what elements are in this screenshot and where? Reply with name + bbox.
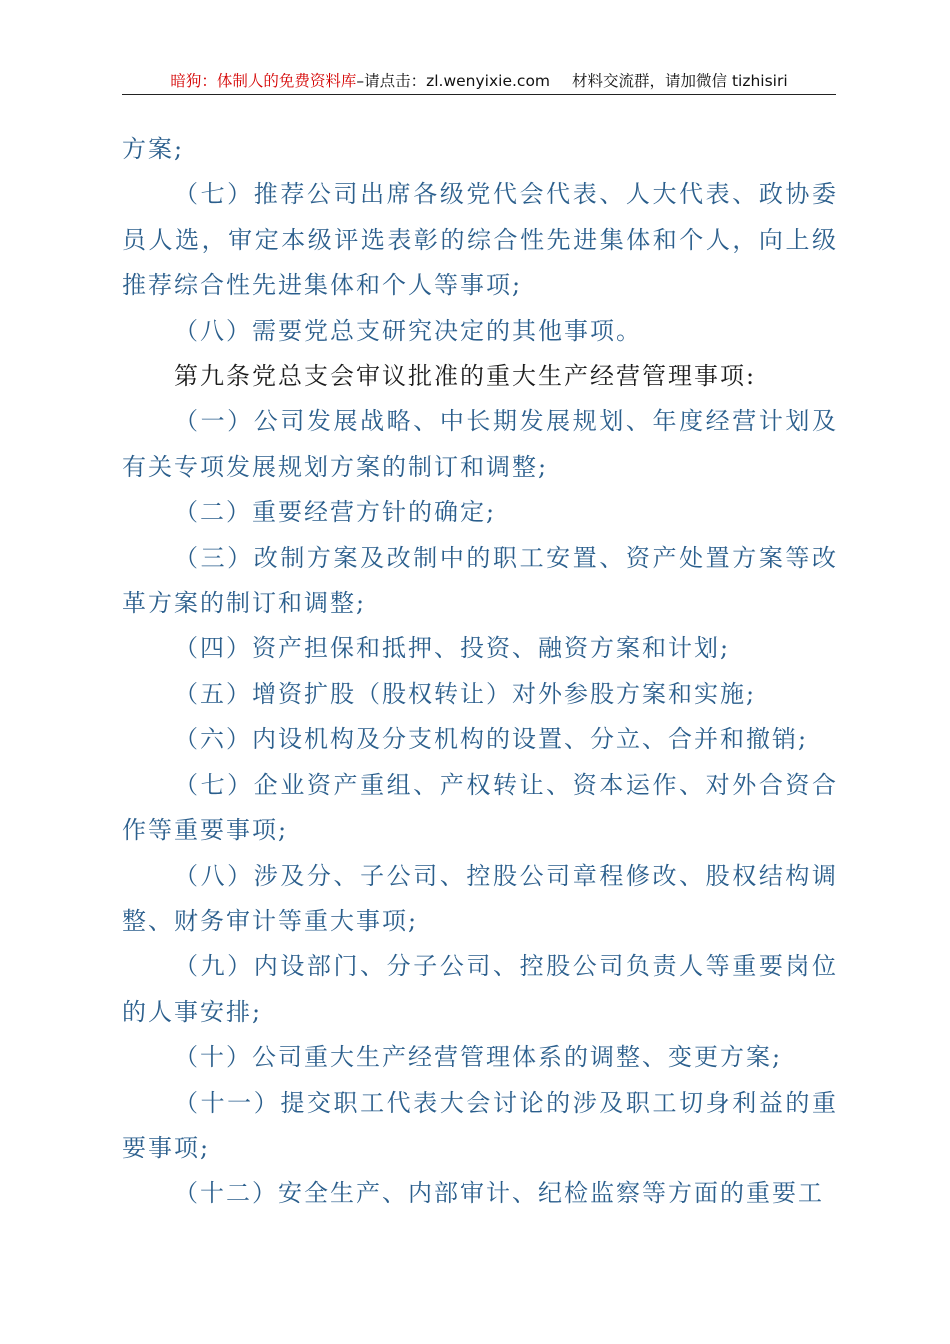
paragraph-article9-item-8: （八）涉及分、子公司、控股公司章程修改、股权结构调整、财务审计等重大事项; (122, 861, 838, 935)
header-site-name: 暗狗：体制人的免费资料库 (170, 72, 357, 90)
paragraph-article9-item-4: （四）资产担保和抵押、投资、融资方案和计划; (174, 634, 731, 663)
paragraph-article9-item-11: （十一）提交职工代表大会讨论的涉及职工切身利益的重要事项; (122, 1088, 838, 1162)
paragraph-article9-item-7: （七）企业资产重组、产权转让、资本运作、对外合资合作等重要事项; (122, 770, 838, 845)
paragraph-article9-item-1: （一）公司发展战略、中长期发展规划、年度经营计划及有关专项发展规划方案的制订和调整; (122, 407, 838, 481)
paragraph-article9-item-5: （五）增资扩股（股权转让）对外参股方案和实施; (174, 679, 757, 708)
paragraph-article9-item-2: （二）重要经营方针的确定; (174, 498, 497, 527)
paragraph-item-8: （八）需要党总支研究决定的其他事项。 (174, 316, 642, 345)
paragraph-article9-item-9: （九）内设部门、分子公司、控股公司负责人等重要岗位的人事安排; (122, 952, 838, 1026)
paragraph-article9-item-3: （三）改制方案及改制中的职工安置、资产处置方案等改革方案的制订和调整; (122, 543, 838, 618)
paragraph-item-7: （七）推荐公司出席各级党代会代表、人大代表、政协委员人选，审定本级评选表彰的综合性先进集体和个人，向上级推荐综合性先进集体和个人等事项; (122, 180, 838, 300)
article-nine-heading: 第九条党总支会审议批准的重大生产经营管理事项: (174, 362, 757, 391)
document-body (122, 127, 838, 1217)
paragraph-article9-item-12: （十二）安全生产、内部审计、纪检监察等方面的重要工 (174, 1179, 824, 1208)
paragraph-continuation: 方案; (122, 135, 185, 163)
paragraph-article9-item-6: （六）内设机构及分支机构的设置、分立、合并和撤销; (174, 725, 809, 754)
header-contact: 材料交流群，请加微信 tizhisiri (572, 72, 788, 90)
header-click-prompt: –请点击： (356, 72, 427, 90)
page-header (122, 70, 836, 95)
paragraph-article9-item-10: （十）公司重大生产经营管理体系的调整、变更方案; (174, 1043, 783, 1072)
header-url-link[interactable]: zl.wenyixie.com (426, 72, 551, 90)
